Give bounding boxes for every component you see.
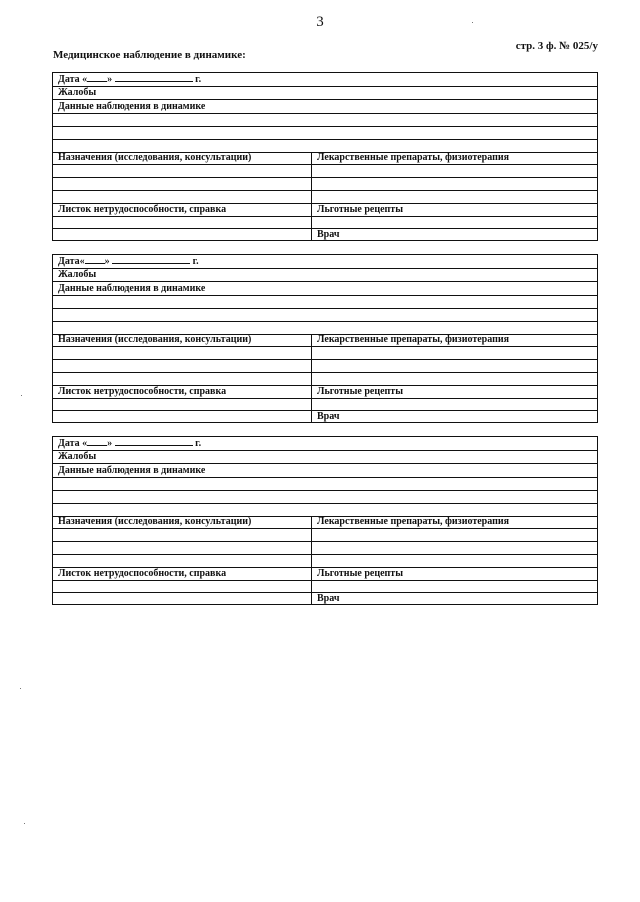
complaints-label: Жалобы xyxy=(58,269,97,280)
prescriptions-row xyxy=(53,335,597,347)
observations-label: Данные наблюдения в динамике xyxy=(58,465,206,476)
date-quote-close: » xyxy=(107,438,113,449)
preferential-label: Льготные рецепты xyxy=(317,568,404,579)
blank-cell[interactable] xyxy=(53,399,312,410)
blank-cell[interactable] xyxy=(312,581,597,592)
observation-block-1 xyxy=(52,72,598,241)
day-blank[interactable] xyxy=(87,436,107,446)
prescriptions-label: Назначения (исследования, консультации) xyxy=(58,516,252,527)
medications-label: Лекарственные препараты, физиотерапия xyxy=(317,334,510,345)
blank-cell[interactable] xyxy=(312,373,597,385)
blank-line[interactable] xyxy=(53,309,597,322)
date-label: Дата « xyxy=(58,438,88,449)
blank-cell[interactable] xyxy=(312,165,597,177)
blank-cell[interactable] xyxy=(53,229,312,241)
prescriptions-row xyxy=(53,153,597,165)
medications-cell[interactable] xyxy=(312,335,597,346)
observations-row[interactable] xyxy=(53,464,597,478)
sick-leave-label: Листок нетрудоспособности, справка xyxy=(58,386,227,397)
blank-split-row xyxy=(53,373,597,386)
scan-speck xyxy=(20,688,21,689)
blank-cell[interactable] xyxy=(53,191,312,203)
scan-speck xyxy=(24,823,25,824)
sick-leave-label: Листок нетрудоспособности, справка xyxy=(58,568,227,579)
doctor-cell[interactable] xyxy=(312,411,597,423)
medications-label: Лекарственные препараты, физиотерапия xyxy=(317,152,510,163)
observations-row[interactable] xyxy=(53,100,597,114)
blank-cell[interactable] xyxy=(312,191,597,203)
blank-cell[interactable] xyxy=(312,542,597,554)
page-heading: Медицинское наблюдение в динамике: xyxy=(53,49,246,61)
blank-cell[interactable] xyxy=(53,529,312,541)
prescriptions-cell[interactable] xyxy=(53,517,312,528)
observations-row[interactable] xyxy=(53,282,597,296)
blank-cell[interactable] xyxy=(312,555,597,567)
observations-label: Данные наблюдения в динамике xyxy=(58,283,206,294)
blank-split-row xyxy=(53,217,597,229)
blank-line[interactable] xyxy=(53,491,597,504)
blank-line[interactable] xyxy=(53,114,597,127)
preferential-label: Льготные рецепты xyxy=(317,386,404,397)
doctor-row xyxy=(53,411,597,423)
month-blank[interactable] xyxy=(115,436,193,446)
blank-line[interactable] xyxy=(53,127,597,140)
scan-speck xyxy=(472,22,473,23)
medications-cell[interactable] xyxy=(312,517,597,528)
blank-cell[interactable] xyxy=(53,165,312,177)
blank-cell[interactable] xyxy=(312,178,597,190)
doctor-cell[interactable] xyxy=(312,593,597,605)
complaints-label: Жалобы xyxy=(58,87,97,98)
scan-speck xyxy=(21,395,22,396)
blank-cell[interactable] xyxy=(53,411,312,423)
form-code: стр. 3 ф. № 025/у xyxy=(515,40,598,52)
prescriptions-cell[interactable] xyxy=(53,153,312,164)
doctor-label: Врач xyxy=(317,593,340,604)
month-blank[interactable] xyxy=(115,72,193,82)
blank-split-row xyxy=(53,191,597,204)
observation-block-3 xyxy=(52,436,598,605)
preferential-label: Льготные рецепты xyxy=(317,204,404,215)
sick-leave-row xyxy=(53,568,597,581)
year-suffix: г. xyxy=(195,438,202,449)
blank-cell[interactable] xyxy=(312,399,597,410)
preferential-cell[interactable] xyxy=(312,386,597,398)
complaints-label: Жалобы xyxy=(58,451,97,462)
preferential-cell[interactable] xyxy=(312,568,597,580)
month-blank[interactable] xyxy=(112,254,190,264)
blank-cell[interactable] xyxy=(53,217,312,228)
blank-line[interactable] xyxy=(53,478,597,491)
blank-split-row xyxy=(53,399,597,411)
blank-split-row xyxy=(53,542,597,555)
medications-label: Лекарственные препараты, физиотерапия xyxy=(317,516,510,527)
sick-leave-row xyxy=(53,204,597,217)
day-blank[interactable] xyxy=(85,254,105,264)
medications-cell[interactable] xyxy=(312,153,597,164)
prescriptions-label: Назначения (исследования, консультации) xyxy=(58,334,252,345)
complaints-row[interactable] xyxy=(53,451,597,464)
date-label: Дата « xyxy=(58,74,88,85)
prescriptions-cell[interactable] xyxy=(53,335,312,346)
preferential-cell[interactable] xyxy=(312,204,597,216)
blank-split-row xyxy=(53,165,597,178)
prescriptions-row xyxy=(53,517,597,529)
blank-split-row xyxy=(53,360,597,373)
observation-block-2 xyxy=(52,254,598,423)
blank-split-row xyxy=(53,347,597,360)
prescriptions-label: Назначения (исследования, консультации) xyxy=(58,152,252,163)
blank-split-row xyxy=(53,529,597,542)
date-quote-close: » xyxy=(107,74,113,85)
blank-line[interactable] xyxy=(53,296,597,309)
blank-cell[interactable] xyxy=(53,581,312,592)
complaints-row[interactable] xyxy=(53,87,597,100)
blank-cell[interactable] xyxy=(53,542,312,554)
sick-leave-cell[interactable] xyxy=(53,568,312,580)
date-quote-close: » xyxy=(104,256,110,267)
blank-cell[interactable] xyxy=(53,347,312,359)
doctor-row xyxy=(53,593,597,605)
day-blank[interactable] xyxy=(87,72,107,82)
date-row xyxy=(53,437,597,451)
blank-cell[interactable] xyxy=(53,178,312,190)
blank-split-row xyxy=(53,178,597,191)
blank-split-row xyxy=(53,555,597,568)
doctor-label: Врач xyxy=(317,229,340,240)
blank-cell[interactable] xyxy=(53,360,312,372)
page-number: 3 xyxy=(316,14,324,30)
blank-cell[interactable] xyxy=(312,360,597,372)
blank-cell[interactable] xyxy=(312,217,597,228)
blank-cell[interactable] xyxy=(53,555,312,567)
sick-leave-cell[interactable] xyxy=(53,386,312,398)
date-row xyxy=(53,255,597,269)
blank-cell[interactable] xyxy=(53,373,312,385)
doctor-row xyxy=(53,229,597,241)
sick-leave-label: Листок нетрудоспособности, справка xyxy=(58,204,227,215)
observations-label: Данные наблюдения в динамике xyxy=(58,101,206,112)
doctor-label: Врач xyxy=(317,411,340,422)
blank-split-row xyxy=(53,581,597,593)
year-suffix: г. xyxy=(195,74,202,85)
blank-cell[interactable] xyxy=(312,347,597,359)
blank-cell[interactable] xyxy=(53,593,312,605)
complaints-row[interactable] xyxy=(53,269,597,282)
date-row xyxy=(53,73,597,87)
sick-leave-cell[interactable] xyxy=(53,204,312,216)
doctor-cell[interactable] xyxy=(312,229,597,241)
blank-cell[interactable] xyxy=(312,529,597,541)
sick-leave-row xyxy=(53,386,597,399)
date-label: Дата« xyxy=(58,256,85,267)
year-suffix: г. xyxy=(192,256,199,267)
